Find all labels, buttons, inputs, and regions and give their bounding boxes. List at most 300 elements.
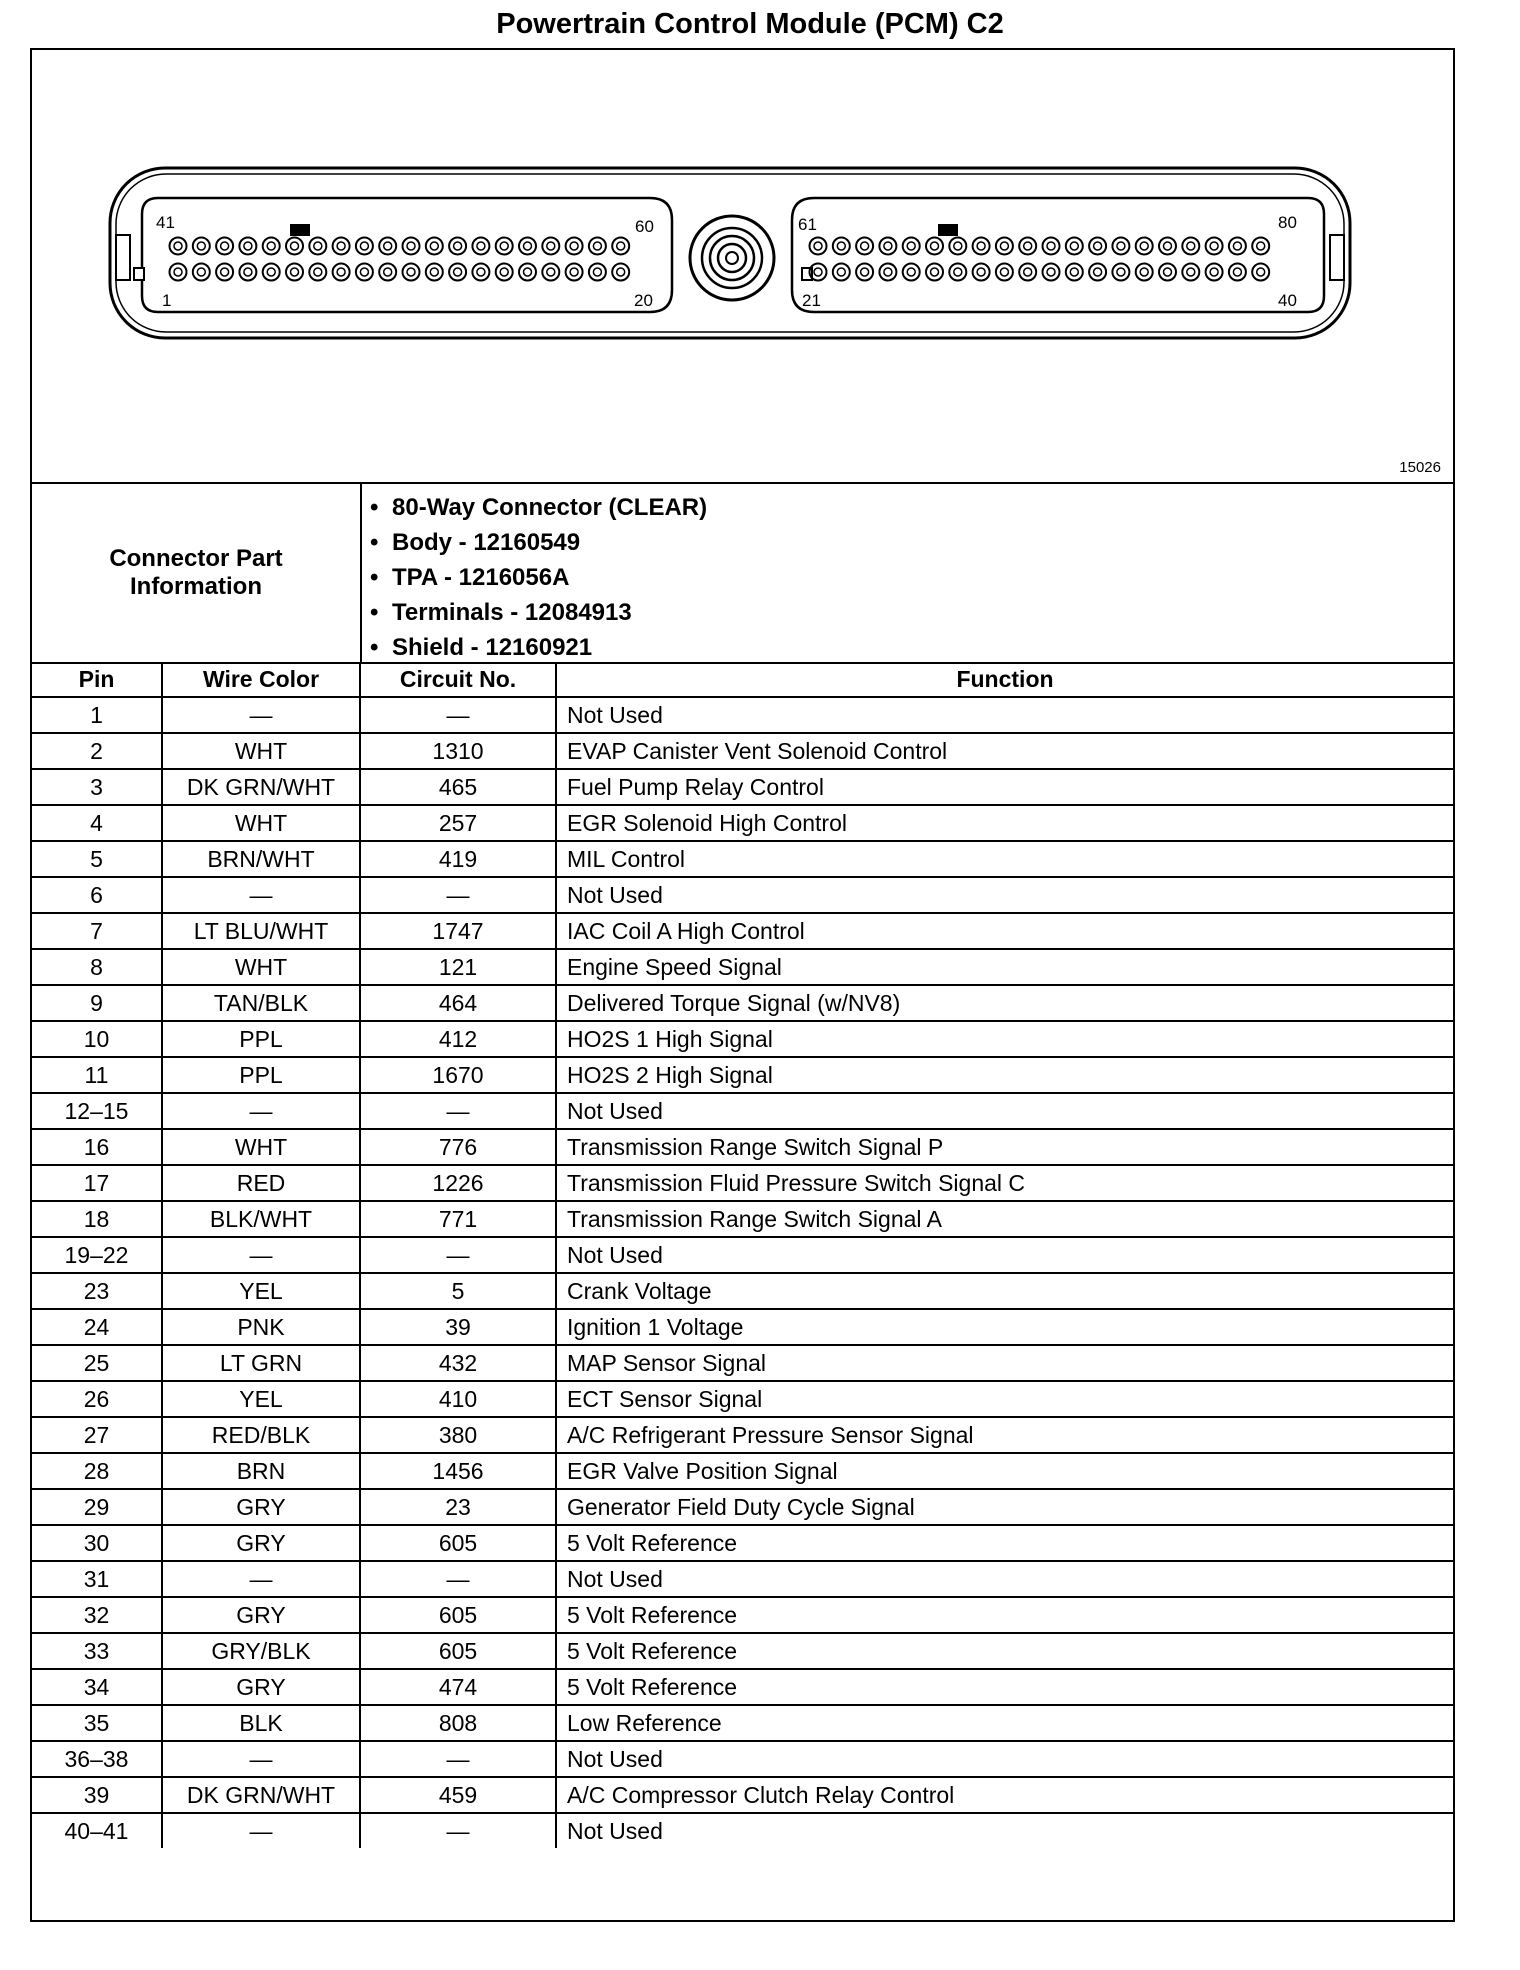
pin-hole-center	[1094, 268, 1102, 276]
pin-cell: 35	[32, 1705, 162, 1741]
pin-hole	[333, 238, 350, 255]
function-cell: 5 Volt Reference	[556, 1597, 1453, 1633]
pin-hole-center	[1024, 268, 1032, 276]
wire-color-cell: DK GRN/WHT	[162, 769, 360, 805]
table-row	[32, 1525, 1453, 1561]
wire-color-cell: GRY	[162, 1597, 360, 1633]
pin-hole-center	[1140, 242, 1148, 250]
wire-color-cell: PNK	[162, 1309, 360, 1345]
pin-cell: 3	[32, 769, 162, 805]
table-row	[32, 1021, 1453, 1057]
pin-hole-center	[861, 242, 869, 250]
pin-hole	[379, 264, 396, 281]
pin-hole-center	[1047, 242, 1055, 250]
pin-cell: 17	[32, 1165, 162, 1201]
wire-color-cell: DK GRN/WHT	[162, 1777, 360, 1813]
header-function: Function	[556, 662, 1453, 697]
function-cell: IAC Coil A High Control	[556, 913, 1453, 949]
circuit-cell: —	[360, 1093, 556, 1129]
left-latch	[116, 235, 130, 280]
pin-label-1: 1	[162, 291, 172, 310]
pin-label-20: 20	[634, 291, 653, 310]
function-cell: Not Used	[556, 877, 1453, 913]
pin-hole-center	[977, 242, 985, 250]
pin-hole-center	[337, 242, 345, 250]
pin-hole-center	[861, 268, 869, 276]
table-header-row	[32, 662, 1453, 697]
pin-hole	[1136, 264, 1153, 281]
pin-hole	[1089, 264, 1106, 281]
circuit-cell: —	[360, 1561, 556, 1597]
circuit-cell: 771	[360, 1201, 556, 1237]
pin-hole-center	[1233, 242, 1241, 250]
function-cell: Delivered Torque Signal (w/NV8)	[556, 985, 1453, 1021]
pin-hole	[856, 238, 873, 255]
center-jack-core	[726, 252, 738, 264]
pin-hole-center	[1117, 268, 1125, 276]
page-title: Powertrain Control Module (PCM) C2	[496, 8, 1004, 40]
pin-hole	[309, 238, 326, 255]
pin-hole	[1112, 264, 1129, 281]
info-item: • 80-Way Connector (CLEAR)	[370, 490, 707, 525]
pin-hole	[496, 264, 513, 281]
pin-hole-center	[500, 268, 508, 276]
circuit-cell: 1456	[360, 1453, 556, 1489]
pin-hole	[1206, 264, 1223, 281]
pin-hole-center	[1000, 242, 1008, 250]
pin-cell: 25	[32, 1345, 162, 1381]
pin-hole	[903, 238, 920, 255]
circuit-cell: 1310	[360, 733, 556, 769]
wire-color-cell: GRY/BLK	[162, 1633, 360, 1669]
table-row	[32, 1813, 1453, 1848]
function-cell: EGR Valve Position Signal	[556, 1453, 1453, 1489]
circuit-cell: 121	[360, 949, 556, 985]
pin-label-41: 41	[156, 213, 175, 232]
pin-cell: 32	[32, 1597, 162, 1633]
circuit-cell: —	[360, 1813, 556, 1848]
pin-hole-center	[837, 268, 845, 276]
function-cell: 5 Volt Reference	[556, 1525, 1453, 1561]
pin-hole-center	[384, 268, 392, 276]
function-cell: MIL Control	[556, 841, 1453, 877]
pin-cell: 16	[32, 1129, 162, 1165]
pin-hole-center	[954, 268, 962, 276]
pin-hole	[519, 264, 536, 281]
pin-hole-center	[977, 268, 985, 276]
function-cell: Not Used	[556, 697, 1453, 733]
table-row	[32, 1381, 1453, 1417]
pin-hole	[949, 264, 966, 281]
circuit-cell: 5	[360, 1273, 556, 1309]
pin-hole	[879, 264, 896, 281]
pin-hole-center	[814, 242, 822, 250]
pin-hole	[309, 264, 326, 281]
pin-hole	[379, 238, 396, 255]
pin-hole	[810, 238, 827, 255]
pin-hole	[216, 238, 233, 255]
circuit-cell: 412	[360, 1021, 556, 1057]
circuit-cell: 39	[360, 1309, 556, 1345]
wire-color-cell: BRN	[162, 1453, 360, 1489]
circuit-cell: 808	[360, 1705, 556, 1741]
pin-cell: 31	[32, 1561, 162, 1597]
pin-hole-center	[291, 242, 299, 250]
pin-cell: 28	[32, 1453, 162, 1489]
pin-label-21: 21	[802, 291, 821, 310]
wire-color-cell: LT BLU/WHT	[162, 913, 360, 949]
function-cell: MAP Sensor Signal	[556, 1345, 1453, 1381]
pin-cell: 12–15	[32, 1093, 162, 1129]
pin-hole	[1112, 238, 1129, 255]
pin-hole-center	[593, 268, 601, 276]
table-row	[32, 877, 1453, 913]
table-row	[32, 949, 1453, 985]
pin-hole-center	[314, 242, 322, 250]
pin-cell: 29	[32, 1489, 162, 1525]
pin-hole	[566, 264, 583, 281]
pin-hole-center	[314, 268, 322, 276]
wire-color-cell: —	[162, 1813, 360, 1848]
pin-hole-center	[1210, 242, 1218, 250]
connector-part-info-label	[32, 484, 362, 662]
table-row	[32, 769, 1453, 805]
pin-hole-center	[1000, 268, 1008, 276]
pin-hole	[879, 238, 896, 255]
pin-hole	[1159, 238, 1176, 255]
table-row	[32, 1561, 1453, 1597]
circuit-cell: 776	[360, 1129, 556, 1165]
pin-hole	[1066, 238, 1083, 255]
circuit-cell: 419	[360, 841, 556, 877]
pin-hole-center	[907, 242, 915, 250]
center-jack-ring-3	[718, 244, 746, 272]
pin-hole-center	[1164, 242, 1172, 250]
pin-hole	[612, 238, 629, 255]
pin-hole	[472, 264, 489, 281]
pin-hole-center	[570, 242, 578, 250]
pin-cell: 11	[32, 1057, 162, 1093]
right-pin-block	[792, 198, 1324, 312]
pin-hole-center	[931, 268, 939, 276]
pin-hole-center	[1117, 242, 1125, 250]
pin-cell: 8	[32, 949, 162, 985]
pin-hole	[1229, 238, 1246, 255]
pin-hole-center	[524, 242, 532, 250]
wire-color-cell: RED/BLK	[162, 1417, 360, 1453]
pin-hole-center	[1047, 268, 1055, 276]
pin-hole	[1066, 264, 1083, 281]
pin-hole	[239, 264, 256, 281]
circuit-cell: 1226	[360, 1165, 556, 1201]
pin-hole	[333, 264, 350, 281]
pin-hole-center	[1094, 242, 1102, 250]
table-row	[32, 1237, 1453, 1273]
circuit-cell: —	[360, 1741, 556, 1777]
pin-hole	[996, 264, 1013, 281]
wire-color-cell: WHT	[162, 805, 360, 841]
circuit-cell: 605	[360, 1597, 556, 1633]
wire-color-cell: GRY	[162, 1525, 360, 1561]
table-row	[32, 1057, 1453, 1093]
pin-hole	[403, 264, 420, 281]
function-cell: 5 Volt Reference	[556, 1669, 1453, 1705]
pin-hole	[472, 238, 489, 255]
table-row	[32, 1129, 1453, 1165]
function-cell: Engine Speed Signal	[556, 949, 1453, 985]
pin-cell: 9	[32, 985, 162, 1021]
wire-color-cell: —	[162, 697, 360, 733]
pin-cell: 4	[32, 805, 162, 841]
pin-label-61: 61	[798, 215, 817, 234]
table-row	[32, 1453, 1453, 1489]
pin-hole-center	[244, 268, 252, 276]
circuit-cell: 464	[360, 985, 556, 1021]
pin-hole	[449, 238, 466, 255]
pin-hole	[1252, 238, 1269, 255]
pin-hole-center	[221, 268, 229, 276]
pin-hole-center	[547, 268, 555, 276]
circuit-cell: 605	[360, 1525, 556, 1561]
pin-hole	[193, 264, 210, 281]
table-row	[32, 1417, 1453, 1453]
pin-hole-center	[384, 242, 392, 250]
pin-cell: 19–22	[32, 1237, 162, 1273]
circuit-cell: 1670	[360, 1057, 556, 1093]
connector-drawing	[32, 50, 1453, 482]
circuit-cell: 410	[360, 1381, 556, 1417]
function-cell: EGR Solenoid High Control	[556, 805, 1453, 841]
wire-color-cell: BRN/WHT	[162, 841, 360, 877]
wire-color-cell: RED	[162, 1165, 360, 1201]
function-cell: Not Used	[556, 1237, 1453, 1273]
pin-hole-center	[337, 268, 345, 276]
header-circuit-no: Circuit No.	[360, 662, 556, 697]
left-polarity-mark	[290, 224, 310, 236]
pin-hole	[496, 238, 513, 255]
circuit-cell: —	[360, 697, 556, 733]
pin-hole-center	[931, 242, 939, 250]
pin-hole	[1252, 264, 1269, 281]
function-cell: Not Used	[556, 1741, 1453, 1777]
pin-hole-center	[407, 242, 415, 250]
left-pin-block	[142, 198, 672, 312]
pin-hole-center	[360, 268, 368, 276]
pin-cell: 23	[32, 1273, 162, 1309]
pin-hole	[426, 264, 443, 281]
wire-color-cell: GRY	[162, 1669, 360, 1705]
table-row	[32, 697, 1453, 733]
table-row	[32, 1489, 1453, 1525]
pin-hole	[1229, 264, 1246, 281]
pin-hole	[856, 264, 873, 281]
pin-hole-center	[1140, 268, 1148, 276]
table-row	[32, 1705, 1453, 1741]
pin-hole-center	[1187, 268, 1195, 276]
pin-hole-center	[174, 242, 182, 250]
pin-hole	[1182, 264, 1199, 281]
left-key-tab	[134, 268, 144, 280]
pin-hole	[1206, 238, 1223, 255]
pin-hole-center	[454, 268, 462, 276]
pin-cell: 5	[32, 841, 162, 877]
function-cell: Not Used	[556, 1813, 1453, 1848]
pin-hole	[170, 264, 187, 281]
pin-label-40: 40	[1278, 291, 1297, 310]
pin-cell: 6	[32, 877, 162, 913]
wire-color-cell: GRY	[162, 1489, 360, 1525]
pin-hole-center	[524, 268, 532, 276]
pin-hole	[1019, 264, 1036, 281]
circuit-cell: 605	[360, 1633, 556, 1669]
pin-hole-center	[197, 268, 205, 276]
diagram-id: 15026	[1399, 459, 1441, 476]
function-cell: Ignition 1 Voltage	[556, 1309, 1453, 1345]
circuit-cell: 459	[360, 1777, 556, 1813]
pin-hole	[426, 238, 443, 255]
wire-color-cell: YEL	[162, 1273, 360, 1309]
function-cell: Low Reference	[556, 1705, 1453, 1741]
wire-color-cell: —	[162, 1741, 360, 1777]
pin-hole-center	[1024, 242, 1032, 250]
pin-cell: 24	[32, 1309, 162, 1345]
pin-hole	[589, 264, 606, 281]
pin-hole	[833, 238, 850, 255]
pin-hole	[542, 264, 559, 281]
function-cell: 5 Volt Reference	[556, 1633, 1453, 1669]
pin-hole-center	[267, 268, 275, 276]
pin-hole-center	[1164, 268, 1172, 276]
function-cell: Not Used	[556, 1561, 1453, 1597]
right-polarity-mark	[938, 224, 958, 236]
connector-part-list	[370, 490, 707, 665]
pin-hole-center	[477, 242, 485, 250]
pin-hole	[926, 264, 943, 281]
pin-hole-center	[884, 242, 892, 250]
center-jack-ring-2	[710, 236, 754, 280]
pin-hole-center	[1257, 268, 1265, 276]
pin-hole	[263, 238, 280, 255]
connector-part-info	[32, 484, 1453, 664]
pin-hole	[1019, 238, 1036, 255]
wire-color-cell: WHT	[162, 1129, 360, 1165]
pin-hole	[1182, 238, 1199, 255]
pin-cell: 1	[32, 697, 162, 733]
pin-hole-center	[1070, 268, 1078, 276]
table-row	[32, 1669, 1453, 1705]
pin-hole-center	[1187, 242, 1195, 250]
pin-hole	[996, 238, 1013, 255]
pinout-rows	[32, 697, 1453, 1848]
pin-hole	[973, 264, 990, 281]
pin-hole-center	[617, 242, 625, 250]
wire-color-cell: BLK	[162, 1705, 360, 1741]
right-pin-holes	[810, 238, 1270, 281]
pin-hole-center	[244, 242, 252, 250]
pin-cell: 10	[32, 1021, 162, 1057]
pin-hole	[239, 238, 256, 255]
pin-hole	[1159, 264, 1176, 281]
pin-label-80: 80	[1278, 213, 1297, 232]
pin-hole	[193, 238, 210, 255]
pin-hole-center	[907, 268, 915, 276]
wire-color-cell: PPL	[162, 1057, 360, 1093]
pin-cell: 39	[32, 1777, 162, 1813]
info-item: • Terminals - 12084913	[370, 595, 707, 630]
function-cell: ECT Sensor Signal	[556, 1381, 1453, 1417]
pin-hole	[356, 264, 373, 281]
table-row	[32, 1597, 1453, 1633]
pin-hole-center	[547, 242, 555, 250]
pin-cell: 26	[32, 1381, 162, 1417]
pin-hole	[170, 238, 187, 255]
pin-hole-center	[221, 242, 229, 250]
pin-hole-center	[197, 242, 205, 250]
pin-hole-center	[454, 242, 462, 250]
table-row	[32, 1777, 1453, 1813]
pin-hole-center	[1070, 242, 1078, 250]
pin-hole-center	[884, 268, 892, 276]
table-row	[32, 985, 1453, 1021]
circuit-cell: 380	[360, 1417, 556, 1453]
function-cell: Transmission Range Switch Signal A	[556, 1201, 1453, 1237]
pin-hole	[286, 264, 303, 281]
pin-hole	[519, 238, 536, 255]
header-pin: Pin	[32, 662, 162, 697]
pin-hole	[1043, 238, 1060, 255]
pin-hole	[926, 238, 943, 255]
pin-cell: 34	[32, 1669, 162, 1705]
table-row	[32, 1273, 1453, 1309]
circuit-cell: 23	[360, 1489, 556, 1525]
pin-hole-center	[837, 242, 845, 250]
pin-hole	[903, 264, 920, 281]
header-wire-color: Wire Color	[162, 662, 360, 697]
pin-cell: 40–41	[32, 1813, 162, 1848]
function-cell: Fuel Pump Relay Control	[556, 769, 1453, 805]
wire-color-cell: —	[162, 1561, 360, 1597]
circuit-cell: 465	[360, 769, 556, 805]
circuit-cell: —	[360, 1237, 556, 1273]
pin-hole	[216, 264, 233, 281]
function-cell: A/C Refrigerant Pressure Sensor Signal	[556, 1417, 1453, 1453]
wire-color-cell: WHT	[162, 949, 360, 985]
wire-color-cell: YEL	[162, 1381, 360, 1417]
pin-cell: 27	[32, 1417, 162, 1453]
pin-hole-center	[570, 268, 578, 276]
table-row	[32, 1201, 1453, 1237]
right-latch	[1330, 235, 1344, 280]
function-cell: Transmission Range Switch Signal P	[556, 1129, 1453, 1165]
table-row	[32, 841, 1453, 877]
wire-color-cell: LT GRN	[162, 1345, 360, 1381]
pin-cell: 36–38	[32, 1741, 162, 1777]
table-row	[32, 1309, 1453, 1345]
pin-hole	[449, 264, 466, 281]
pin-cell: 2	[32, 733, 162, 769]
pin-hole-center	[360, 242, 368, 250]
pin-hole	[356, 238, 373, 255]
pin-hole-center	[500, 242, 508, 250]
left-pin-holes	[170, 238, 630, 281]
pin-label-60: 60	[635, 217, 654, 236]
pin-cell: 7	[32, 913, 162, 949]
table-row	[32, 1633, 1453, 1669]
table-row	[32, 1345, 1453, 1381]
function-cell: HO2S 2 High Signal	[556, 1057, 1453, 1093]
pin-hole	[403, 238, 420, 255]
pin-hole-center	[407, 268, 415, 276]
